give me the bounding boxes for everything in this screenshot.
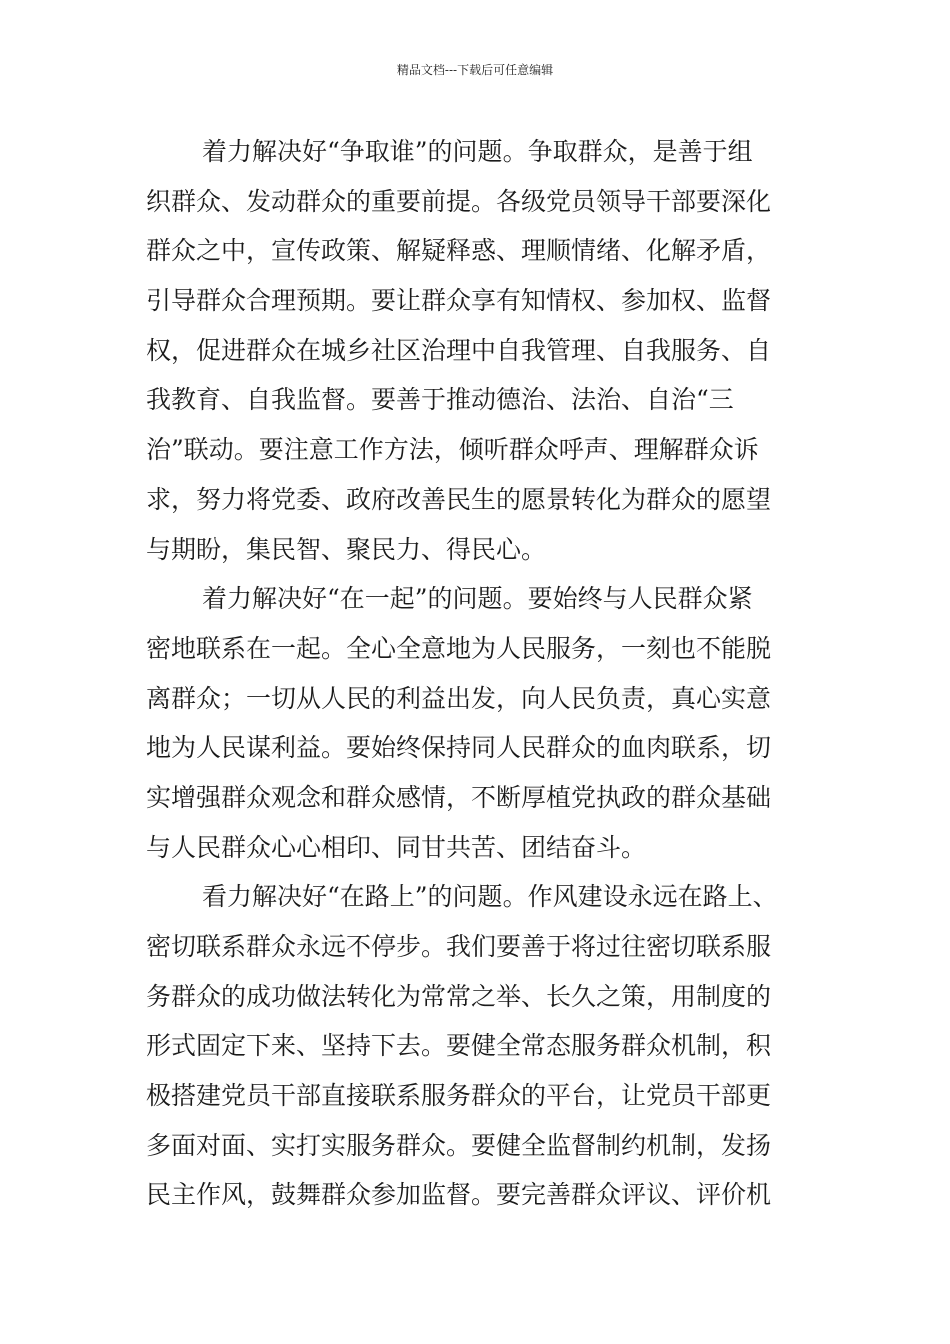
text-line: 实增强群众观念和群众感情，不断厚植党执政的群众基础 xyxy=(146,782,772,812)
text-line: 引导群众合理预期。要让群众享有知情权、参加权、监督 xyxy=(146,286,772,316)
text-line: 群众之中，宣传政策、解疑释惑、理顺情绪、化解矛盾， xyxy=(146,236,772,266)
text-line: 密地联系在一起。全心全意地为人民服务，一刻也不能脱 xyxy=(146,633,772,663)
text-line: 治”联动。要注意工作方法，倾听群众呼声、理解群众诉 xyxy=(146,435,759,465)
page-header: 精品文档---下载后可任意编辑 xyxy=(396,63,554,77)
text-line: 地为人民谋利益。要始终保持同人民群众的血肉联系，切 xyxy=(146,733,772,763)
paragraph-2 xyxy=(146,574,826,872)
paragraph-3 xyxy=(146,872,826,1220)
paragraph-1 xyxy=(146,127,826,574)
text-line: 着力解决好“争取谁”的问题。争取群众，是善于组 xyxy=(202,137,753,166)
text-line: 求，努力将党委、政府改善民生的愿景转化为群众的愿望 xyxy=(146,484,772,514)
text-line: 务群众的成功做法转化为常常之举、长久之策，用制度的 xyxy=(146,981,772,1011)
text-line: 我教育、自我监督。要善于推动德治、法治、自治“三 xyxy=(146,385,734,415)
text-line: 与人民群众心心相印、同甘共苦、团结奋斗。 xyxy=(146,832,647,862)
text-line: 离群众；一切从人民的利益出发，向人民负责，真心实意 xyxy=(146,683,772,713)
text-line: 权，促进群众在城乡社区治理中自我管理、自我服务、自 xyxy=(146,335,772,365)
text-line: 形式固定下来、坚持下去。要健全常态服务群众机制，积 xyxy=(146,1031,772,1061)
text-line: 密切联系群众永远不停步。我们要善于将过往密切联系服 xyxy=(146,932,772,961)
text-line: 民主作风，鼓舞群众参加监督。要完善群众评议、评价机 xyxy=(146,1180,772,1210)
text-line: 着力解决好“在一起”的问题。要始终与人民群众紧 xyxy=(202,584,753,614)
text-line: 多面对面、实打实服务群众。要健全监督制约机制，发扬 xyxy=(146,1130,772,1160)
text-line: 织群众、发动群众的重要前提。各级党员领导干部要深化 xyxy=(146,186,772,216)
text-line: 极搭建党员干部直接联系服务群众的平台，让党员干部更 xyxy=(146,1081,772,1111)
document-body xyxy=(146,127,826,1220)
text-line: 与期盼，集民智、聚民力、得民心。 xyxy=(146,534,547,564)
text-line: 看力解决好“在路上”的问题。作风建设永远在路上、 xyxy=(202,882,778,912)
